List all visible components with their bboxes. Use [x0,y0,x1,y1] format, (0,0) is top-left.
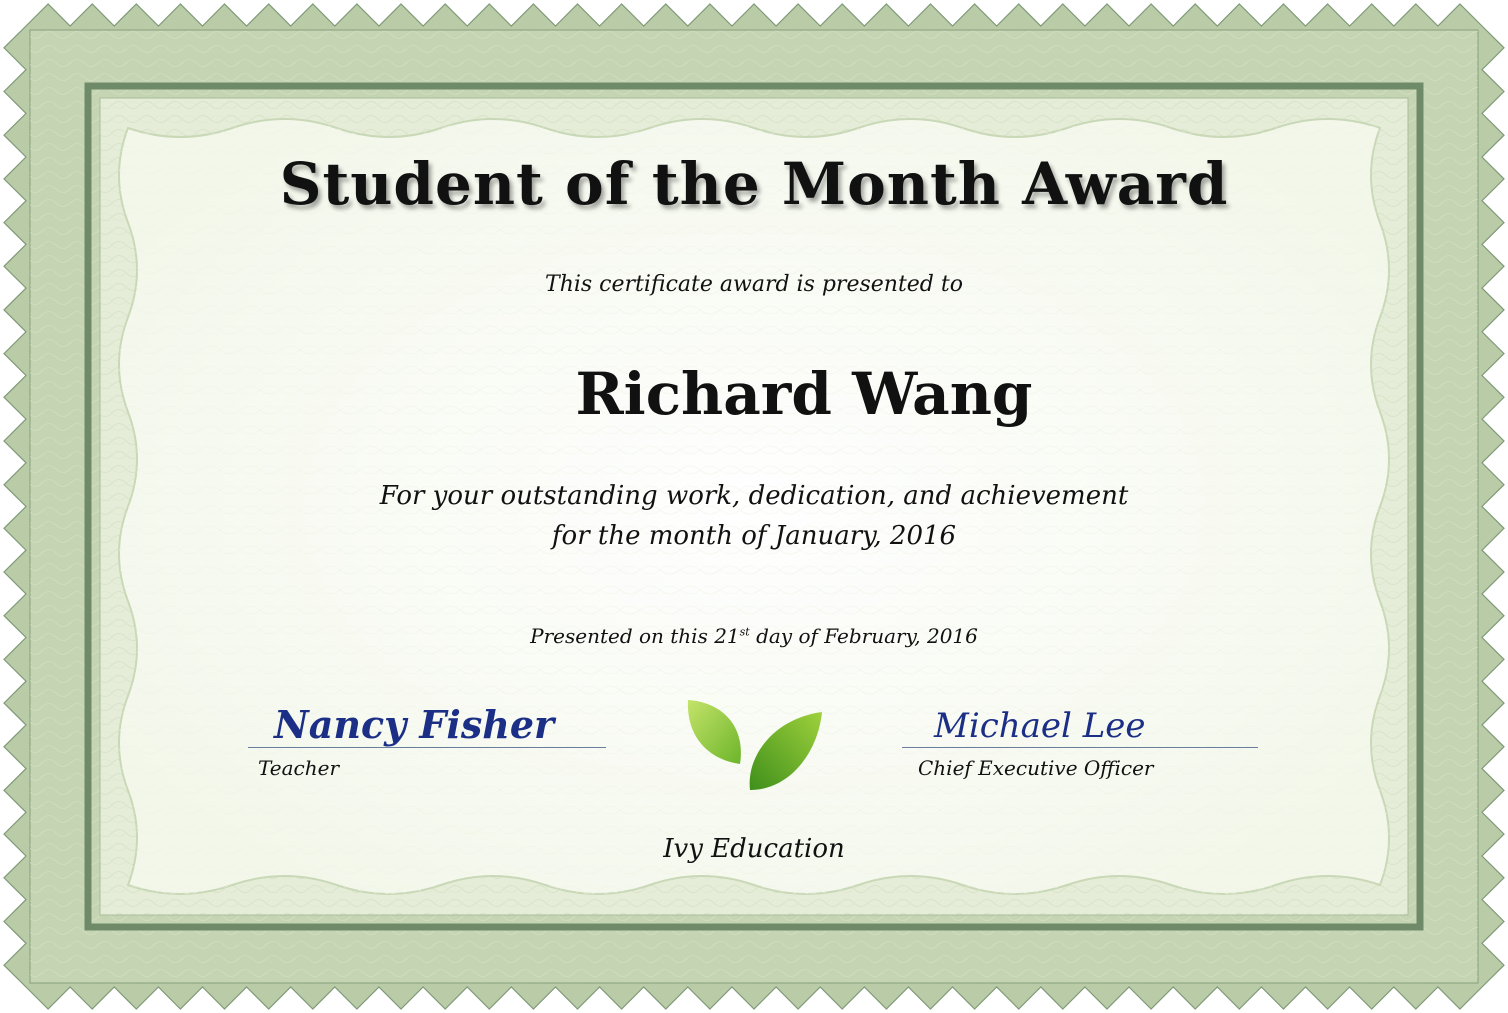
presented-date-line [0,624,1508,648]
ceo-role-label: Chief Executive Officer [918,756,1154,780]
presented-date-ordinal: st [739,625,750,639]
organization-name: Ivy Education [663,834,845,864]
teacher-signature-line [248,747,606,748]
leaf-sprout-icon [680,694,830,794]
ceo-signature-block [902,700,1258,790]
teacher-signature: Nancy Fisher [274,702,555,747]
recipient-name: Richard Wang [575,360,1033,428]
reason-line-1: For your outstanding work, dedication, and achievement [379,481,1129,511]
presented-to-line: This certificate award is presented to [545,272,963,297]
ceo-signature-line [902,747,1258,748]
presented-date-rest: day of February, 2016 [749,624,978,648]
reason-line-2: for the month of January, 2016 [551,521,957,551]
award-reason [0,476,1508,556]
certificate-title: Student of the Month Award [279,150,1229,218]
teacher-signature-block [248,700,606,790]
ceo-signature: Michael Lee [934,706,1146,746]
presented-date-prefix: Presented on this 21 [530,624,740,648]
teacher-role-label: Teacher [258,756,340,780]
